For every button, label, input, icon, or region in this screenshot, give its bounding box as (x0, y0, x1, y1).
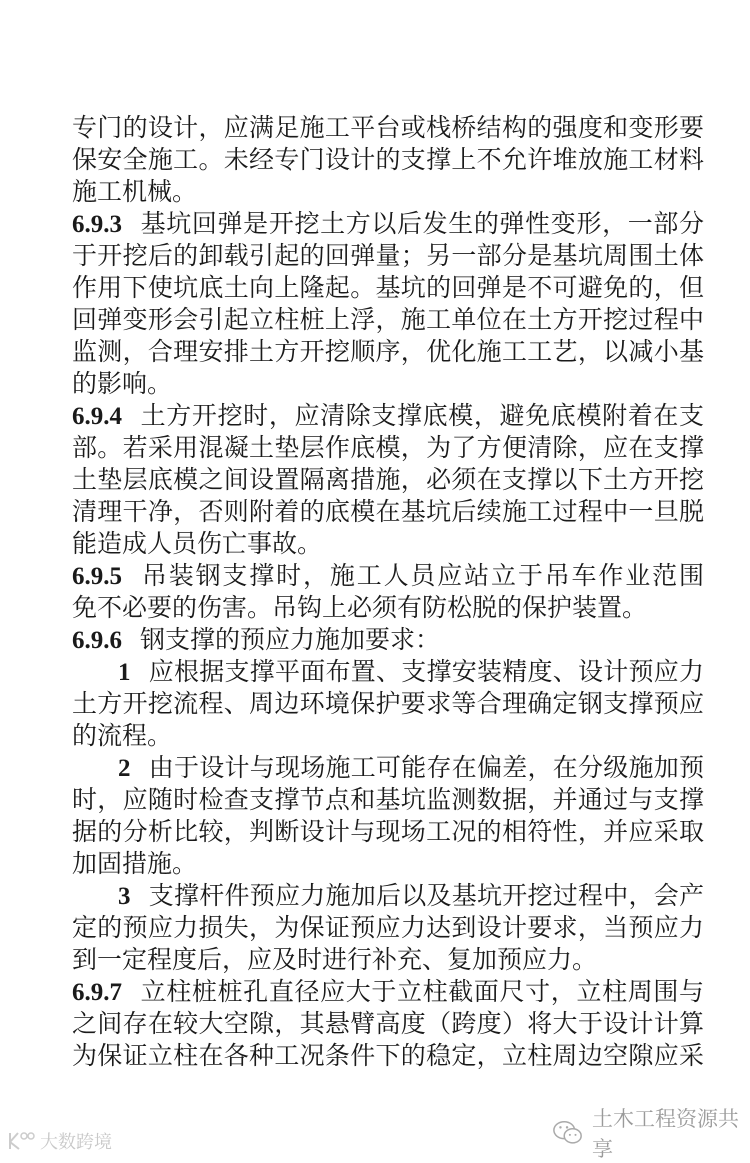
clause-number: 6.9.3 (72, 211, 122, 238)
clause-number: 6.9.5 (72, 563, 122, 590)
line-text: 时，应随时检查支撑节点和基坑监测数据，并通过与支撑 (72, 785, 704, 814)
line-text: 土方开挖时，应清除支撑底模，避免底模附着在支 (140, 401, 704, 430)
text-line (72, 1008, 704, 1040)
clause-number: 6.9.6 (72, 627, 122, 654)
line-text: 钢支撑的预应力施加要求： (140, 625, 441, 654)
logo-icon (6, 1130, 36, 1152)
watermark-logo (6, 1128, 112, 1154)
line-text: 于开挖后的卸载引起的回弹量；另一部分是基坑周围土体 (72, 241, 704, 270)
text-line (72, 688, 704, 720)
line-text: 基坑回弹是开挖土方以后发生的弹性变形，一部分 (140, 209, 704, 238)
clause-number: 6.9.7 (72, 979, 122, 1006)
clause-number: 2 (118, 755, 131, 782)
clause-number: 1 (118, 659, 131, 686)
text-line (72, 272, 704, 304)
line-text: 应根据支撑平面布置、支撑安装精度、设计预应力 (148, 657, 704, 686)
line-text: 立柱桩桩孔直径应大于立柱截面尺寸，立柱周围与 (140, 977, 704, 1006)
text-line (72, 528, 704, 560)
line-text: 加固措施。 (72, 849, 198, 878)
watermark-wechat (552, 1103, 750, 1163)
text-line (72, 944, 704, 976)
line-text: 支撑杆件预应力施加后以及基坑开挖过程中，会产 (148, 881, 704, 910)
line-text: 施工机械。 (72, 177, 198, 206)
wechat-icon (552, 1118, 584, 1148)
line-text: 土方开挖流程、周边环境保护要求等合理确定钢支撑预应 (72, 689, 704, 718)
clause-number: 6.9.4 (72, 403, 122, 430)
text-line (72, 496, 704, 528)
line-text: 清理干净，否则附着的底模在基坑后续施工过程中一旦脱 (72, 497, 704, 526)
text-line (72, 720, 704, 752)
text-line (72, 912, 704, 944)
text-line (72, 368, 704, 400)
text-line (72, 624, 704, 656)
text-line (72, 144, 704, 176)
text-line (72, 848, 704, 880)
watermark-text: 大数跨境 (40, 1132, 112, 1153)
text-line (72, 976, 704, 1008)
line-text: 土垫层底模之间设置隔离措施，必须在支撑以下土方开挖 (72, 465, 704, 494)
line-text: 部。若采用混凝土垫层作底模，为了方便清除，应在支撑 (72, 433, 704, 462)
text-line (72, 176, 704, 208)
text-line (72, 752, 704, 784)
watermark-text: 土木工程资源共享 (591, 1107, 739, 1161)
text-line (72, 304, 704, 336)
line-text: 作用下使坑底土向上隆起。基坑的回弹是不可避免的，但 (72, 273, 704, 302)
text-line (72, 240, 704, 272)
line-text: 由于设计与现场施工可能存在偏差，在分级施加预 (148, 753, 704, 782)
document-body (72, 112, 704, 1072)
line-text: 定的预应力损失，为保证预应力达到设计要求，当预应力 (72, 913, 704, 942)
text-line (72, 1040, 704, 1072)
text-line (72, 400, 704, 432)
line-text: 的流程。 (72, 721, 173, 750)
text-line (72, 784, 704, 816)
text-line (72, 560, 704, 592)
line-text: 能造成人员伤亡事故。 (72, 529, 323, 558)
line-text: 据的分析比较，判断设计与现场工况的相符性，并应采取 (72, 817, 704, 846)
line-text: 之间存在较大空隙，其悬臂高度（跨度）将大于设计计算 (72, 1009, 704, 1038)
line-text: 的影响。 (72, 369, 173, 398)
line-text: 为保证立柱在各种工况条件下的稳定，立柱周边空隙应采 (72, 1041, 704, 1070)
line-text: 专门的设计，应满足施工平台或栈桥结构的强度和变形要 (72, 113, 704, 142)
line-text: 免不必要的伤害。吊钩上必须有防松脱的保护装置。 (72, 593, 648, 622)
line-text: 回弹变形会引起立柱桩上浮，施工单位在土方开挖过程中 (72, 305, 704, 334)
text-line (72, 464, 704, 496)
text-line (72, 336, 704, 368)
line-text: 保安全施工。未经专门设计的支撑上不允许堆放施工材料 (72, 145, 704, 174)
line-text: 监测，合理安排土方开挖顺序，优化施工工艺，以减小基 (72, 337, 704, 366)
line-text: 吊装钢支撑时，施工人员应站立于吊车作业范围 (140, 561, 704, 590)
clause-number: 3 (118, 883, 131, 910)
text-line (72, 112, 704, 144)
line-text: 到一定程度后，应及时进行补充、复加预应力。 (72, 945, 598, 974)
text-line (72, 592, 704, 624)
text-line (72, 656, 704, 688)
text-line (72, 432, 704, 464)
text-line (72, 208, 704, 240)
text-line (72, 816, 704, 848)
text-line (72, 880, 704, 912)
